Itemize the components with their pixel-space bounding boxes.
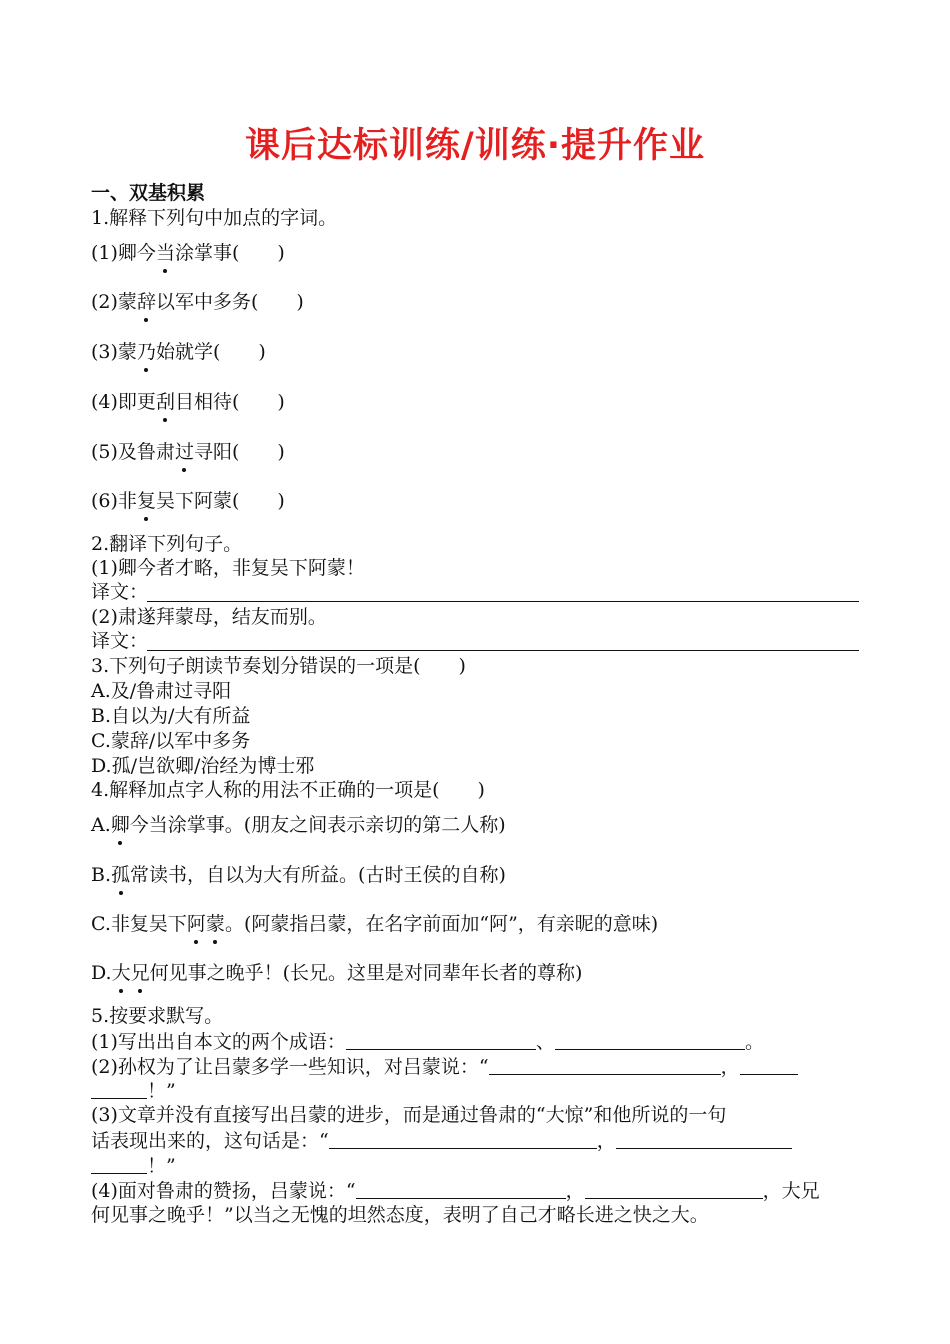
- answer-parentheses[interactable]: ( ): [231, 391, 285, 413]
- emphasis-dot-char: 孤: [111, 864, 131, 886]
- question-3-option-c[interactable]: C.蒙辞/以军中多务: [91, 730, 251, 752]
- question-5-part-3-cont2: ！”: [91, 1153, 176, 1178]
- answer-parentheses[interactable]: ( ): [212, 341, 266, 363]
- emphasis-dot-char: 过: [174, 441, 194, 463]
- emphasis-dot-char: 兄: [130, 962, 150, 984]
- section-heading: 一、双基积累: [91, 182, 206, 204]
- page-title: 课后达标训练/训练·提升作业: [244, 126, 706, 166]
- question-1-item-3: (3)蒙乃始就学( ): [91, 341, 266, 363]
- translation-label-1: 译文：: [91, 581, 149, 603]
- question-1-item-5: (5)及鲁肃过寻阳( ): [91, 441, 285, 463]
- question-5-part-1: (1)写出出自本文的两个成语： 、 。: [91, 1031, 764, 1053]
- translation-label-2: 译文：: [91, 630, 149, 652]
- translation-answer-line-2[interactable]: [147, 650, 859, 651]
- answer-parentheses[interactable]: ( ): [231, 242, 285, 264]
- question-5-part-2: (2)孙权为了让吕蒙多学一些知识，对吕蒙说：“ ，: [91, 1054, 798, 1079]
- question-1-stem: 1.解释下列句中加点的字词。: [91, 207, 338, 229]
- answer-parentheses[interactable]: ( ): [231, 441, 285, 463]
- fill-blank[interactable]: [616, 1128, 792, 1149]
- question-2-sentence-2: (2)肃遂拜蒙母，结友而别。: [91, 606, 327, 628]
- emphasis-dot-char: 阿: [186, 913, 206, 935]
- question-5-part-2-cont: ！”: [91, 1078, 176, 1103]
- question-4-option-b[interactable]: B.孤常读书，自以为大有所益。(古时王侯的自称): [91, 864, 506, 886]
- emphasis-dot-char: 当: [155, 242, 175, 264]
- question-5-part-4-cont: 何见事之晚乎！”以当之无愧的坦然态度，表明了自己才略长进之快之大。: [91, 1204, 709, 1226]
- translation-answer-line-1[interactable]: [147, 601, 859, 602]
- fill-blank[interactable]: [329, 1128, 597, 1149]
- question-2-sentence-1: (1)卿今者才略，非复吴下阿蒙！: [91, 557, 365, 579]
- fill-blank[interactable]: [91, 1078, 147, 1099]
- emphasis-dot-char: 刮: [155, 391, 175, 413]
- question-4-stem: 4.解释加点字人称的用法不正确的一项是( ): [91, 779, 485, 801]
- emphasis-dot-char: 卿: [110, 814, 130, 836]
- emphasis-dot-char: 辞: [136, 291, 156, 313]
- question-3-option-d[interactable]: D.孤/岂欲卿/治经为博士邪: [91, 755, 315, 777]
- question-1-item-1: (1)卿今当涂掌事( ): [91, 242, 285, 264]
- answer-parentheses[interactable]: ( ): [231, 490, 285, 512]
- emphasis-dot-char: 蒙: [205, 913, 225, 935]
- question-5-part-3-cont: 话表现出来的，这句话是：“ ，: [91, 1128, 792, 1153]
- question-5-part-3: (3)文章并没有直接写出吕蒙的进步，而是通过鲁肃的“大惊”和他所说的一句: [91, 1104, 727, 1126]
- fill-blank[interactable]: [555, 1029, 745, 1050]
- fill-blank[interactable]: [91, 1153, 147, 1174]
- question-2-stem: 2.翻译下列句子。: [91, 533, 243, 555]
- emphasis-dot-char: 乃: [136, 341, 156, 363]
- question-4-option-d[interactable]: D.大兄何见事之晚乎！(长兄。这里是对同辈年长者的尊称): [91, 962, 583, 984]
- question-5-part-4: (4)面对鲁肃的赞扬，吕蒙说：“ ， ，大兄: [91, 1180, 820, 1202]
- fill-blank[interactable]: [346, 1029, 536, 1050]
- question-1-item-2: (2)蒙辞以军中多务( ): [91, 291, 304, 313]
- question-4-option-c[interactable]: C.非复吴下阿蒙。(阿蒙指吕蒙，在名字前面加“阿”，有亲昵的意味): [91, 913, 659, 935]
- emphasis-dot-char: 大: [111, 962, 131, 984]
- fill-blank[interactable]: [585, 1178, 763, 1199]
- fill-blank[interactable]: [356, 1178, 566, 1199]
- question-1-item-4: (4)即更刮目相待( ): [91, 391, 285, 413]
- question-5-stem: 5.按要求默写。: [91, 1005, 224, 1027]
- question-3-option-b[interactable]: B.自以为/大有所益: [91, 705, 251, 727]
- question-3-stem: 3.下列句子朗读节奏划分错误的一项是( ): [91, 655, 466, 677]
- fill-blank[interactable]: [740, 1054, 798, 1075]
- question-3-option-a[interactable]: A.及/鲁肃过寻阳: [91, 680, 232, 702]
- emphasis-dot-char: 复: [136, 490, 156, 512]
- question-4-option-a[interactable]: A.卿今当涂掌事。(朋友之间表示亲切的第二人称): [91, 814, 506, 836]
- answer-parentheses[interactable]: ( ): [250, 291, 304, 313]
- fill-blank[interactable]: [489, 1054, 721, 1075]
- question-1-item-6: (6)非复吴下阿蒙( ): [91, 490, 285, 512]
